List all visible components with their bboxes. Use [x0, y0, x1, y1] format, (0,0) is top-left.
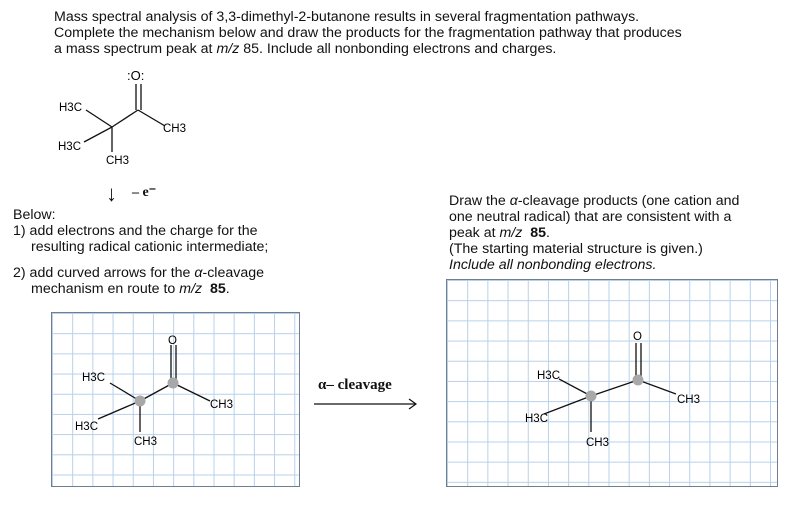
product-methyl-lower[interactable]: H3C: [525, 413, 549, 425]
product-oxygen-label[interactable]: O: [633, 331, 642, 343]
product-quaternary-carbon-atom[interactable]: [586, 391, 597, 402]
methyl-lower-label: H3C: [58, 141, 82, 153]
canvas-methyl-bottom[interactable]: CH3: [134, 436, 158, 448]
canvas-oxygen-label[interactable]: O: [168, 335, 177, 347]
right-line-3: peak at m/z 85.: [449, 225, 550, 241]
canvas-methyl-lower[interactable]: H3C: [75, 421, 99, 433]
electron-loss-label: – e⁻: [132, 185, 157, 200]
quaternary-carbon-atom[interactable]: [135, 396, 146, 407]
prompt-line-2: Complete the mechanism below and draw the products for the fragmentation pathway that produces: [54, 25, 682, 41]
canvas-molecule: [52, 313, 299, 486]
ionization-arrow-icon: ↓: [106, 181, 117, 206]
prompt-line-1: Mass spectral analysis of 3,3-dimethyl-2-butanone results in several fragmentation pathways.: [54, 9, 640, 25]
product-carbonyl-carbon-atom[interactable]: [633, 375, 644, 386]
mechanism-drawing-canvas[interactable]: [51, 312, 300, 487]
canvas-methyl-upper[interactable]: H3C: [82, 372, 106, 384]
carbonyl-oxygen-label: :O:: [127, 68, 145, 83]
carbonyl-carbon-atom[interactable]: [168, 378, 179, 389]
products-drawing-canvas[interactable]: [446, 279, 778, 487]
product-methyl-right[interactable]: CH3: [677, 394, 701, 406]
left-instructions: [13, 207, 268, 297]
methyl-upper-label: H3C: [59, 102, 83, 114]
step2-line-a: 2) add curved arrows for the α-cleavage: [13, 265, 264, 281]
reaction-arrow-icon: [313, 397, 421, 411]
right-line-2: one neutral radical) that are consistent with a: [449, 209, 732, 225]
right-line-4: (The starting material structure is given.): [449, 241, 703, 257]
canvas-molecule-products: [447, 280, 777, 486]
step2-line-b: mechanism en route to m/z 85.: [31, 281, 230, 297]
step1-line-a: 1) add electrons and the charge for the: [13, 223, 258, 239]
prompt-line-3: a mass spectrum peak at m/z 85. Include all nonbonding electrons and charges.: [54, 41, 557, 57]
canvas-methyl-right[interactable]: CH3: [210, 399, 234, 411]
product-methyl-bottom[interactable]: CH3: [586, 437, 610, 449]
alpha-cleavage-label: α– cleavage: [318, 377, 392, 393]
question-prompt: [54, 9, 784, 57]
right-instructions: [449, 193, 739, 273]
methyl-bottom-label: CH3: [106, 155, 130, 167]
starting-material-structure: [40, 62, 210, 170]
product-methyl-upper[interactable]: H3C: [537, 370, 561, 382]
methyl-right-label: CH3: [163, 123, 187, 135]
step1-line-b: resulting radical cationic intermediate;: [31, 239, 269, 255]
below-heading: Below:: [13, 207, 56, 223]
right-line-5: Include all nonbonding electrons.: [449, 257, 657, 273]
right-line-1: Draw the α-cleavage products (one cation and: [449, 193, 740, 209]
